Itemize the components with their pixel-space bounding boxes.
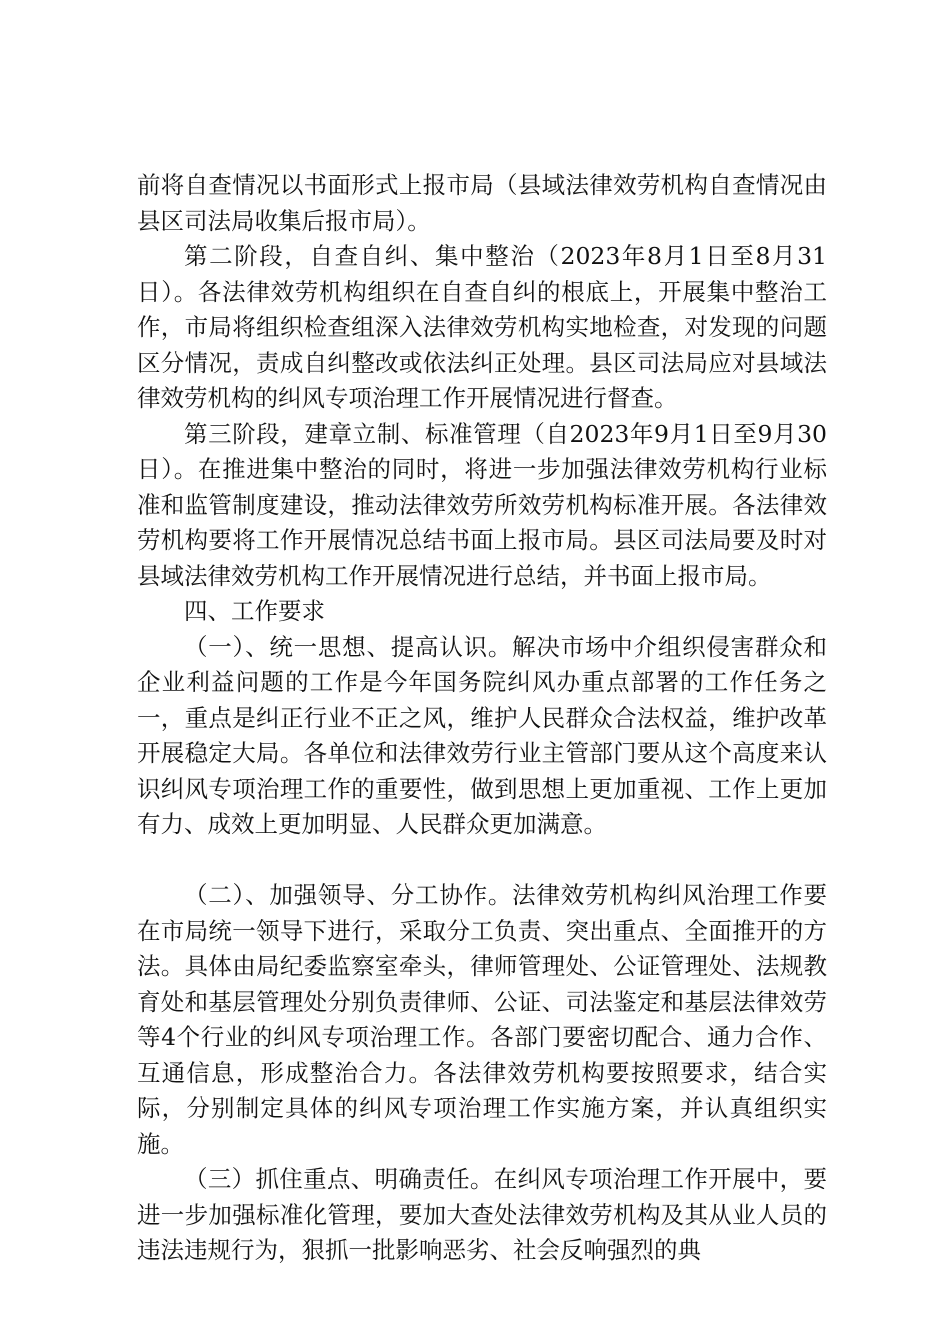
paragraph-requirement-one: （一）、统一思想、提高认识。解决市场中介组织侵害群众和企业利益问题的工作是今年国务院纠风办重点部署的工作任务之一，重点是纠正行业不正之风，维护人民群众合法权益，维护改革开展稳定大局。各单位和法律效劳行业主管部门要从这个高度来认识纠风专项治理工作的重要性，做到思想上更加重视、工作上更加有力、成效上更加明显、人民群众更加满意。 — [137, 632, 827, 838]
section-heading-work-requirements: 四、工作要求 — [184, 597, 325, 625]
paragraph-requirement-two: （二）、加强领导、分工协作。法律效劳机构纠风治理工作要在市局统一领导下进行，采取分工负责、突出重点、全面推开的方法。具体由局纪委监察室牵头，律师管理处、公证管理处、法规教育处和基层管理处分别负责律师、公证、司法鉴定和基层法律效劳等4个行业的纠风专项治理工作。各部门要密切配合、通力合作、互通信息，形成整治合力。各法律效劳机构要按照要求，结合实际，分别制定具体的纠风专项治理工作实施方案，并认真组织实施。 — [137, 881, 827, 1158]
paragraph-stage-two: 第二阶段，自查自纠、集中整治（2023年8月1日至8月31日）。各法律效劳机构组织在自查自纠的根底上，开展集中整治工作，市局将组织检查组深入法律效劳机构实地检查，对发现的问题区分情况，责成自纠整改或依法纠正处理。县区司法局应对县域法律效劳机构的纠风专项治理工作开展情况进行督查。 — [137, 242, 827, 412]
paragraph-spacer — [137, 843, 827, 879]
document-body — [137, 168, 827, 1269]
paragraph-requirement-three: （三）抓住重点、明确责任。在纠风专项治理工作开展中，要进一步加强标准化管理，要加大查处法律效劳机构及其从业人员的违法违规行为，狠抓一批影响恶劣、社会反响强烈的典 — [137, 1165, 827, 1264]
paragraph-continuation: 前将自查情况以书面形式上报市局（县域法律效劳机构自查情况由县区司法局收集后报市局）。 — [137, 171, 827, 235]
paragraph-stage-three: 第三阶段，建章立制、标准管理（自2023年9月1日至9月30日）。在推进集中整治的同时，将进一步加强法律效劳机构行业标准和监管制度建设，推动法律效劳所效劳机构标准开展。各法律效劳机构要将工作开展情况总结书面上报市局。县区司法局要及时对县域法律效劳机构工作开展情况进行总结，并书面上报市局。 — [137, 419, 827, 590]
